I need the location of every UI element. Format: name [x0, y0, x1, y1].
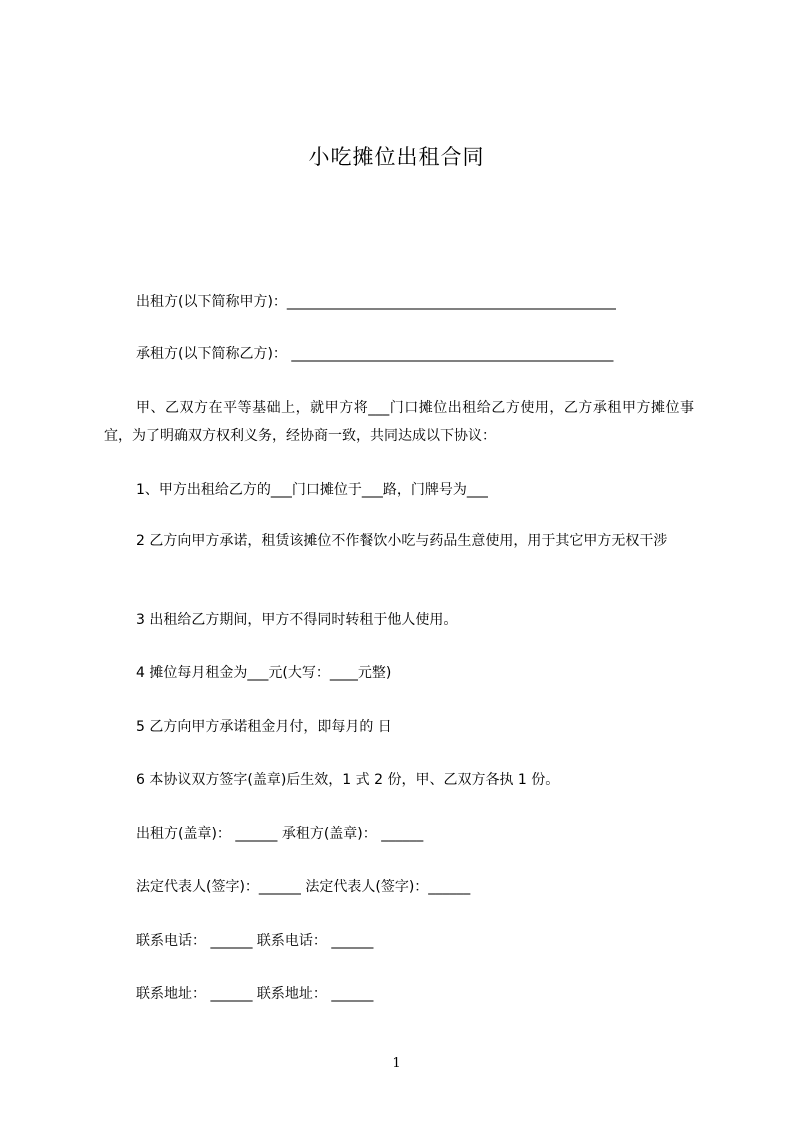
lessor-line: 出租方(以下简称甲方)：_______________________________________________	[136, 294, 616, 310]
clause-6: 6 本协议双方签字(盖章)后生效，1 式 2 份，甲、乙双方各执 1 份。	[136, 772, 560, 788]
page-number: 1	[392, 1056, 401, 1071]
clause-3: 3 出租给乙方期间，甲方不得同时转租于他人使用。	[136, 612, 458, 628]
clause-4: 4 摊位每月租金为___元(大写：____元整)	[136, 665, 392, 681]
seal-line: 出租方(盖章)： ______ 承租方(盖章)： ______	[136, 826, 424, 842]
intro-paragraph: 甲、乙双方在平等基础上，就甲方将___门口摊位出租给乙方使用，乙方承租甲方摊位事宜，为了明确双方权利义务，经协商一致，共同达成以下协议：	[104, 400, 694, 444]
address-line: 联系地址： ______ 联系地址： ______	[136, 986, 374, 1002]
page-title: 小吃摊位出租合同	[308, 145, 485, 169]
phone-line: 联系电话： ______ 联系电话： ______	[136, 933, 374, 949]
clause-5: 5 乙方向甲方承诺租金月付，即每月的 日	[136, 719, 392, 735]
clause-1: 1、甲方出租给乙方的___门口摊位于___路，门牌号为___	[136, 482, 488, 498]
lessee-line: 承租方(以下简称乙方)： ______________________________________________	[136, 346, 614, 362]
clause-2: 2 乙方向甲方承诺，租赁该摊位不作餐饮小吃与药品生意使用，用于其它甲方无权干涉	[136, 533, 668, 549]
representative-line: 法定代表人(签字)：______ 法定代表人(签字)：______	[136, 879, 471, 895]
